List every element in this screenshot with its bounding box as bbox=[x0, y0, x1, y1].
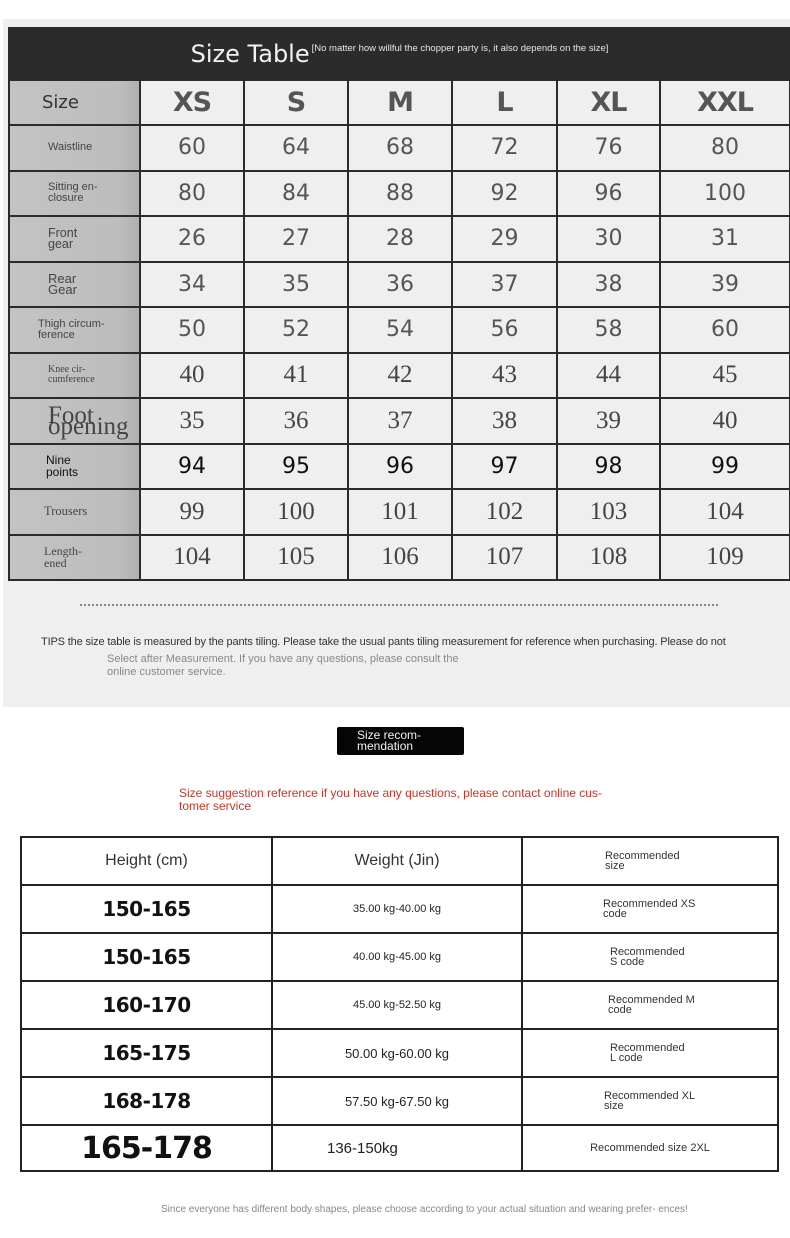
row-label bbox=[9, 171, 140, 217]
recommended-size-text: Recommended L code bbox=[610, 1042, 685, 1064]
table-row bbox=[21, 885, 778, 933]
table-cell: 104 bbox=[660, 489, 790, 535]
table-row bbox=[21, 1125, 778, 1171]
table-cell: 44 bbox=[557, 353, 660, 399]
weight-range: 136-150kg bbox=[272, 1125, 522, 1171]
height-range: 150-165 bbox=[21, 885, 272, 933]
table-cell: 60 bbox=[140, 125, 244, 171]
recommended-size-header-text: Recommended size bbox=[605, 850, 680, 872]
table-cell: 76 bbox=[557, 125, 660, 171]
table-cell: 41 bbox=[244, 353, 348, 399]
table-cell: 26 bbox=[140, 216, 244, 262]
row-label-text: Sitting en- closure bbox=[48, 181, 98, 205]
table-cell: 54 bbox=[348, 307, 452, 353]
recommended-size bbox=[522, 1029, 778, 1077]
weight-range: 45.00 kg-52.50 kg bbox=[272, 981, 522, 1029]
table-cell: 103 bbox=[557, 489, 660, 535]
table-cell: 94 bbox=[140, 444, 244, 490]
table-cell: 37 bbox=[348, 398, 452, 444]
row-label bbox=[9, 262, 140, 308]
table-cell: 42 bbox=[348, 353, 452, 399]
table-row-sitting-enclosure bbox=[9, 171, 790, 217]
row-label-text: Rear Gear bbox=[48, 271, 77, 298]
table-row bbox=[21, 981, 778, 1029]
size-header-label: Size bbox=[9, 80, 140, 125]
table-cell: 45 bbox=[660, 353, 790, 399]
size-recommendation-label: Size recom- mendation bbox=[357, 728, 422, 753]
table-row-waistline bbox=[9, 125, 790, 171]
height-range: 168-178 bbox=[21, 1077, 272, 1125]
row-label-text: Knee cir- cumference bbox=[48, 364, 95, 386]
recommended-size-text: Recommended XS code bbox=[603, 898, 696, 920]
row-label: Waistline bbox=[9, 125, 140, 171]
table-cell: 52 bbox=[244, 307, 348, 353]
row-label bbox=[9, 353, 140, 399]
size-table-title-row bbox=[9, 28, 790, 80]
size-table-subtitle: [No matter how willful the chopper party is, it also depends on the size] bbox=[311, 43, 609, 54]
table-row-front-gear bbox=[9, 216, 790, 262]
height-range: 165-175 bbox=[21, 1029, 272, 1077]
row-label bbox=[9, 216, 140, 262]
height-header: Height (cm) bbox=[21, 837, 272, 885]
table-row-rear-gear bbox=[9, 262, 790, 308]
table-cell: 80 bbox=[660, 125, 790, 171]
table-cell: 108 bbox=[557, 535, 660, 581]
table-cell: 39 bbox=[660, 262, 790, 308]
weight-range: 40.00 kg-45.00 kg bbox=[272, 933, 522, 981]
table-cell: 72 bbox=[452, 125, 557, 171]
recommended-size-text: Recommended size 2XL bbox=[590, 1142, 710, 1154]
table-cell: 96 bbox=[557, 171, 660, 217]
table-cell: 98 bbox=[557, 444, 660, 490]
table-cell: 95 bbox=[244, 444, 348, 490]
recommended-size bbox=[522, 1125, 778, 1171]
tips-text: TIPS the size table is measured by the pants tiling. Please take the usual pants tiling measurement for reference when purchasing. Please do not bbox=[41, 636, 726, 648]
table-cell: 58 bbox=[557, 307, 660, 353]
recommended-size-text: Recommended S code bbox=[610, 946, 685, 968]
height-range: 165-178 bbox=[21, 1125, 272, 1171]
table-cell: 29 bbox=[452, 216, 557, 262]
recommended-size-text: Recommended M code bbox=[608, 994, 695, 1016]
table-cell: 104 bbox=[140, 535, 244, 581]
table-cell: 92 bbox=[452, 171, 557, 217]
weight-range: 57.50 kg-67.50 kg bbox=[272, 1077, 522, 1125]
table-cell: 34 bbox=[140, 262, 244, 308]
weight-range: 50.00 kg-60.00 kg bbox=[272, 1029, 522, 1077]
table-cell: 106 bbox=[348, 535, 452, 581]
size-suggestion-note: Size suggestion reference if you have any questions, please contact online cus- tomer service bbox=[179, 786, 602, 813]
row-label bbox=[9, 444, 140, 490]
table-cell: 37 bbox=[452, 262, 557, 308]
table-cell: 30 bbox=[557, 216, 660, 262]
table-cell: 36 bbox=[244, 398, 348, 444]
weight-range: 35.00 kg-40.00 kg bbox=[272, 885, 522, 933]
table-cell: 36 bbox=[348, 262, 452, 308]
size-header-xl: XL bbox=[557, 80, 660, 125]
table-cell: 38 bbox=[452, 398, 557, 444]
row-label bbox=[9, 535, 140, 581]
table-cell: 35 bbox=[140, 398, 244, 444]
size-header-xxl: XXL bbox=[660, 80, 790, 125]
table-cell: 107 bbox=[452, 535, 557, 581]
table-cell: 56 bbox=[452, 307, 557, 353]
table-cell: 99 bbox=[140, 489, 244, 535]
size-recommendation-badge bbox=[337, 727, 464, 755]
table-cell: 27 bbox=[244, 216, 348, 262]
row-label: Trousers bbox=[9, 489, 140, 535]
table-cell: 40 bbox=[660, 398, 790, 444]
recommended-size-header bbox=[522, 837, 778, 885]
row-label-text: Thigh circum- ference bbox=[38, 317, 105, 341]
recommendation-header-row bbox=[21, 837, 778, 885]
row-label-text: Foot opening bbox=[48, 401, 129, 440]
size-table bbox=[8, 27, 790, 581]
table-row bbox=[21, 1077, 778, 1125]
row-label-text: Nine points bbox=[46, 453, 79, 480]
table-cell: 39 bbox=[557, 398, 660, 444]
size-header-row bbox=[9, 80, 790, 125]
table-row-thigh-circumference bbox=[9, 307, 790, 353]
size-table-title: Size Table bbox=[190, 40, 310, 68]
table-cell: 100 bbox=[244, 489, 348, 535]
recommended-size bbox=[522, 1077, 778, 1125]
table-cell: 28 bbox=[348, 216, 452, 262]
table-cell: 97 bbox=[452, 444, 557, 490]
table-cell: 50 bbox=[140, 307, 244, 353]
table-row-trousers bbox=[9, 489, 790, 535]
table-cell: 100 bbox=[660, 171, 790, 217]
table-cell: 99 bbox=[660, 444, 790, 490]
size-header-xs: XS bbox=[140, 80, 244, 125]
row-label bbox=[9, 398, 140, 444]
table-row-foot-opening bbox=[9, 398, 790, 444]
recommended-size bbox=[522, 933, 778, 981]
table-cell: 96 bbox=[348, 444, 452, 490]
recommended-size bbox=[522, 981, 778, 1029]
row-label bbox=[9, 307, 140, 353]
table-cell: 60 bbox=[660, 307, 790, 353]
table-cell: 64 bbox=[244, 125, 348, 171]
row-label-text: Length- ened bbox=[44, 544, 82, 571]
table-cell: 80 bbox=[140, 171, 244, 217]
height-range: 160-170 bbox=[21, 981, 272, 1029]
table-cell: 68 bbox=[348, 125, 452, 171]
size-header-l: L bbox=[452, 80, 557, 125]
row-label-text: Front gear bbox=[48, 225, 78, 251]
table-row-knee-circumference bbox=[9, 353, 790, 399]
size-header-m: M bbox=[348, 80, 452, 125]
table-cell: 101 bbox=[348, 489, 452, 535]
table-row bbox=[21, 933, 778, 981]
table-row-lengthened bbox=[9, 535, 790, 581]
table-row bbox=[21, 1029, 778, 1077]
dotted-divider bbox=[80, 604, 718, 606]
recommendation-table bbox=[20, 836, 779, 1172]
table-cell: 88 bbox=[348, 171, 452, 217]
tips-text-continued: Select after Measurement. If you have any questions, please consult the online customer service. bbox=[107, 653, 459, 678]
table-cell: 43 bbox=[452, 353, 557, 399]
table-cell: 109 bbox=[660, 535, 790, 581]
table-cell: 105 bbox=[244, 535, 348, 581]
recommended-size-text: Recommended XL size bbox=[604, 1090, 695, 1112]
height-range: 150-165 bbox=[21, 933, 272, 981]
table-row-nine-points bbox=[9, 444, 790, 490]
table-cell: 31 bbox=[660, 216, 790, 262]
table-cell: 38 bbox=[557, 262, 660, 308]
weight-header: Weight (Jin) bbox=[272, 837, 522, 885]
footer-note: Since everyone has different body shapes, please choose according to your actual situation and wearing prefer- ences! bbox=[161, 1204, 688, 1215]
table-cell: 40 bbox=[140, 353, 244, 399]
size-header-s: S bbox=[244, 80, 348, 125]
table-cell: 102 bbox=[452, 489, 557, 535]
table-cell: 84 bbox=[244, 171, 348, 217]
recommended-size bbox=[522, 885, 778, 933]
table-cell: 35 bbox=[244, 262, 348, 308]
